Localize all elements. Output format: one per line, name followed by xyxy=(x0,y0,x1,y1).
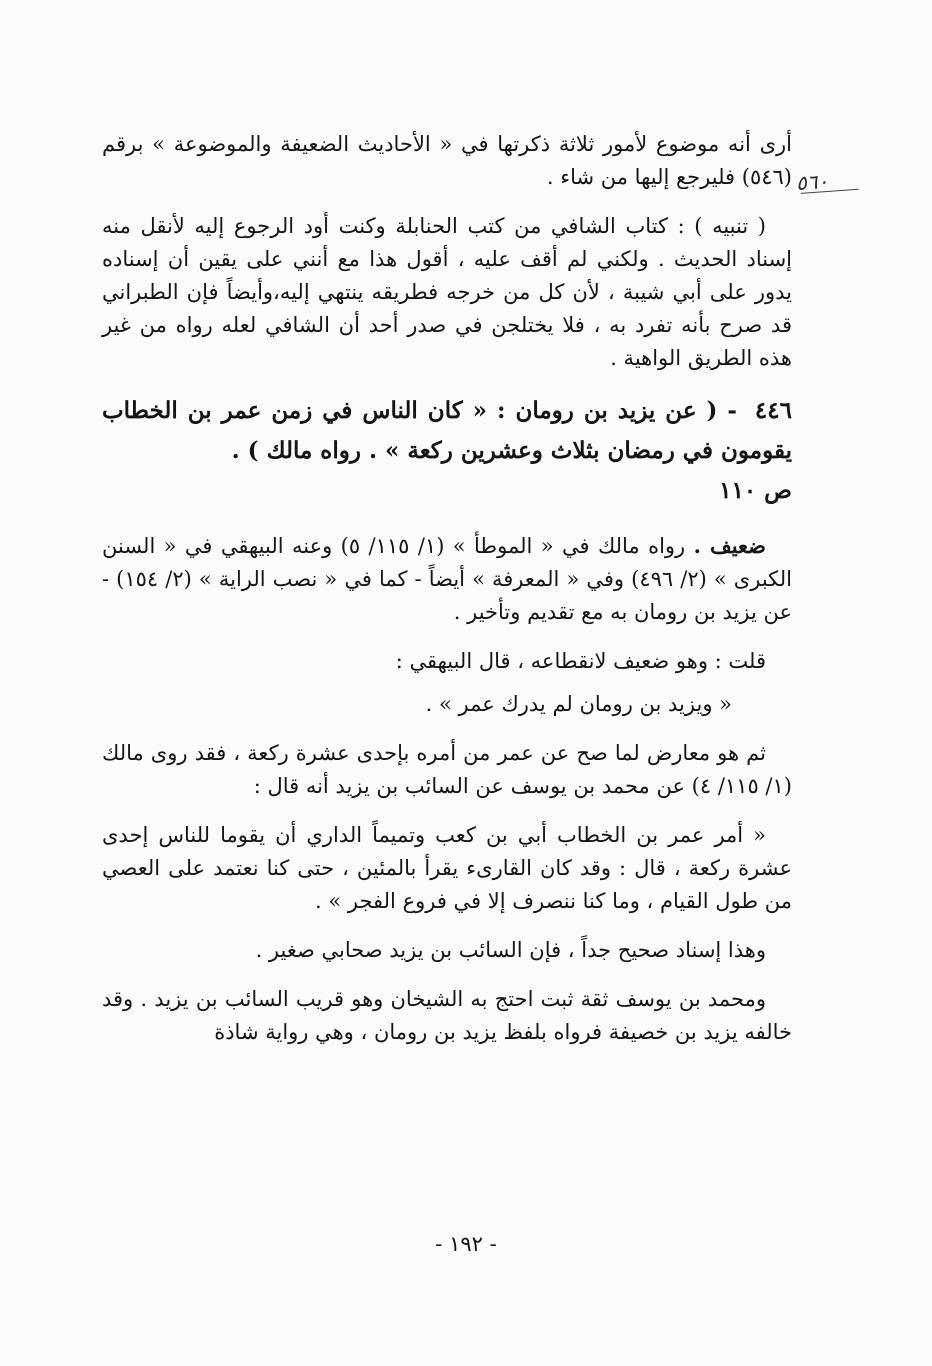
paragraph-grading xyxy=(102,529,792,629)
hadith-text: - ( عن يزيد بن رومان : « كان الناس في زمن عمر بن الخطاب يقومون في رمضان بثلاث وعشرين ركعة » . رواه مالك ) . xyxy=(102,397,792,464)
page-number: - ١٩٢ - xyxy=(435,1232,497,1256)
handwritten-margin-note: ٥٦٠ xyxy=(795,168,830,196)
paragraph-remark: قلت : وهو ضعيف لانقطاعه ، قال البيهقي : xyxy=(395,649,766,673)
hadith-heading xyxy=(102,391,792,511)
hadith-reference: ص ١١٠ xyxy=(719,477,792,504)
grading-text: رواه مالك في « الموطأ » (١/ ١١٥/ ٥) وعنه البيهقي في « السنن الكبرى » (٢/ ٤٩٦) وفي « المعرفة » أيضاً - كما في « نصب الراية » (٢/ ١٥٤) - عن يزيد بن رومان به مع تقديم وتأخير . xyxy=(102,534,792,624)
paragraph-final: ومحمد بن يوسف ثقة ثبت احتج به الشيخان وهو قريب السائب بن يزيد . وقد خالفه يزيد بن خصيفة فرواه بلفظ يزيد بن رومان ، وهي رواية شاذة xyxy=(102,987,792,1044)
grading-label: ضعيف . xyxy=(693,533,766,558)
paragraph-narration: « أمر عمر بن الخطاب أبي بن كعب وتميماً الداري أن يقوما للناس إحدى عشرة ركعة ، قال : وقد كان القارىء يقرأ بالمئين ، حتى كنا نعتمد على العصي من طول القيام ، وما كنا ننصرف إلا في فروع الفجر » . xyxy=(102,823,792,913)
paragraph-note: ( تنبيه ) : كتاب الشافي من كتب الحنابلة وكنت أود الرجوع إليه لأنقل منه إسناد الحديث . ولكني لم أقف عليه ، أقول هذا مع أنني على يقين أن إسناده يدور على أبي شيبة ، لأن كل من خرجه فطريقه ينتهي إليه،وأيضاً فإن الطبراني قد صرح بأنه تفرد به ، فلا يختلجن في صدر أحد أن الشافي لعله رواه من غير هذه الطريق الواهية . xyxy=(102,214,792,370)
paragraph-isnad: وهذا إسناد صحيح جداً ، فإن السائب بن يزيد صحابي صغير . xyxy=(255,938,766,962)
hadith-number: ٤٤٦ xyxy=(754,397,792,424)
paragraph-1: أرى أنه موضوع لأمور ثلاثة ذكرتها في « الأحاديث الضعيفة والموضوعة » برقم (٥٤٦) فليرجع إليها من شاء . xyxy=(102,132,792,189)
paragraph-contradiction: ثم هو معارض لما صح عن عمر من أمره بإحدى عشرة ركعة ، فقد روى مالك (١/ ١١٥/ ٤) عن محمد بن يوسف عن السائب بن يزيد أنه قال : xyxy=(102,741,792,798)
paragraph-quote: « ويزيد بن رومان لم يدرك عمر » . xyxy=(425,692,732,716)
page-body xyxy=(102,128,792,1065)
